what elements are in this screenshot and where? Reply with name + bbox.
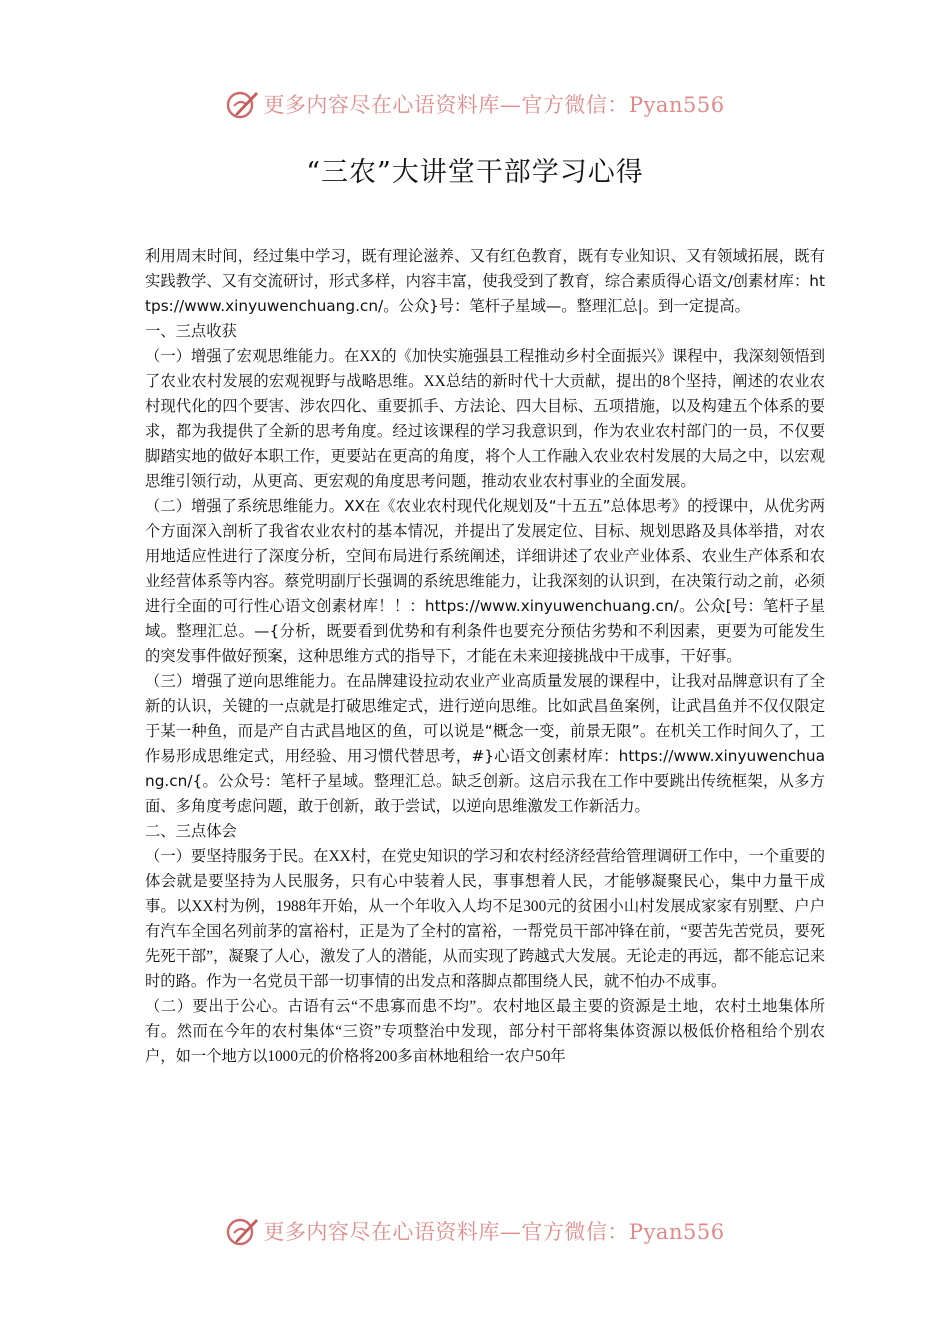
pen-logo-icon <box>225 87 259 121</box>
pen-logo-icon <box>225 1214 259 1248</box>
watermark-text: 更多内容尽在心语资料库—官方微信：Pyan556 <box>263 1220 725 1244</box>
document-title: “三农”大讲堂干部学习心得 <box>306 157 644 188</box>
watermark-header <box>0 84 950 124</box>
intro-paragraph: 利用周末时间，经过集中学习，既有理论滋养、又有红色教育，既有专业知识、又有领域拓展，既有实践教学、又有交流研讨，形式多样，内容丰富，使我受到了教育，综合素质得心语文/创素材库：https://www.xinyuwenchuang.cn/。公众}号：笔杆子星域—。整理汇总|。到一定提高。 <box>145 247 825 315</box>
paragraph-system-thinking: （二）增强了系统思维能力。XX在《农业农村现代化规划及“十五五”总体思考》的授课中，从优劣两个方面深入剖析了我省农业农村的基本情况，并提出了发展定位、目标、规划思路及具体举措，对农用地适应性进行了深度分析，空间布局进行系统阐述，详细讲述了农业产业体系、农业生产体系和农业经营体系等内容。蔡党明副厅长强调的系统思维能力，让我深刻的认识到，在决策行动之前，必须进行全面的可行性心语文创素材库！！：https://www.xinyuwenchuang.cn/。公众[号：笔杆子星域。整理汇总。—{分析，既要看到优势和有利条件也要充分预估劣势和不利因素，更要为可能发生的突发事件做好预案，这种思维方式的指导下，才能在未来迎接挑战中干成事，干好事。 <box>145 497 825 665</box>
section-heading-insights: 二、三点体会 <box>145 823 237 840</box>
paragraph-public-spirit: （二）要出于公心。古语有云“不患寡而患不均”。农村地区最主要的资源是土地，农村土地集体所有。然而在今年的农村集体“三资”专项整治中发现，部分村干部将集体资源以极低价格租给个别农户，如一个地方以1000元的价格将200多亩林地租给一农户50年 <box>145 998 825 1065</box>
paragraph-reverse-thinking: （三）增强了逆向思维能力。在品牌建设拉动农业产业高质量发展的课程中，让我对品牌意识有了全新的认识，关键的一点就是打破思维定式，进行逆向思维。比如武昌鱼案例，让武昌鱼并不仅仅限定于某一种鱼，而是产自古武昌地区的鱼，可以说是“概念一变，前景无限”。在机关工作时间久了，工作易形成思维定式，用经验、用习惯代替思考，#}心语文创素材库：https://www.xinyuwenchuang.cn/{。公众号：笔杆子星域。整理汇总。缺乏创新。这启示我在工作中要跳出传统框架，从多方面、多角度考虑问题，敢于创新，敢于尝试，以逆向思维激发工作新活力。 <box>145 672 825 815</box>
paragraph-serve-people: （一）要坚持服务于民。在XX村，在党史知识的学习和农村经济经营给管理调研工作中，一个重要的体会就是要坚持为人民服务，只有心中装着人民，事事想着人民，才能够凝聚民心，集中力量干成事。以XX村为例，1988年开始，从一个年收入人均不足300元的贫困小山村发展成家家有别墅、户户有汽车全国名列前茅的富裕村，正是为了全村的富裕，一帮党员干部冲锋在前，“要苦先苦党员，要死先死干部”，凝聚了人心，激发了人的潜能，从而实现了跨越式大发展。无论走的再远，都不能忘记来时的路。作为一名党员干部一切事情的出发点和落脚点都围绕人民，就不怕办不成事。 <box>145 848 825 990</box>
document-body <box>145 244 825 1069</box>
watermark-footer <box>0 1211 950 1251</box>
section-heading-gains: 一、三点收获 <box>145 323 237 340</box>
paragraph-macro-thinking: （一）增强了宏观思维能力。在XX的《加快实施强县工程推动乡村全面振兴》课程中，我深刻领悟到了农业农村发展的宏观视野与战略思维。XX总结的新时代十大贡献，提出的8个坚持，阐述的农业农村现代化的四个要害、涉农四化、重要抓手、方法论、四大目标、五项措施，以及构建五个体系的要求，都为我提供了全新的思考角度。经过该课程的学习我意识到，作为农业农村部门的一员，不仅要脚踏实地的做好本职工作，更要站在更高的角度，将个人工作融入农业农村发展的大局之中，以宏观思维引领行动，从更高、更宏观的角度思考问题，推动农业农村事业的全面发展。 <box>145 348 825 490</box>
watermark-text: 更多内容尽在心语资料库—官方微信：Pyan556 <box>263 93 725 117</box>
